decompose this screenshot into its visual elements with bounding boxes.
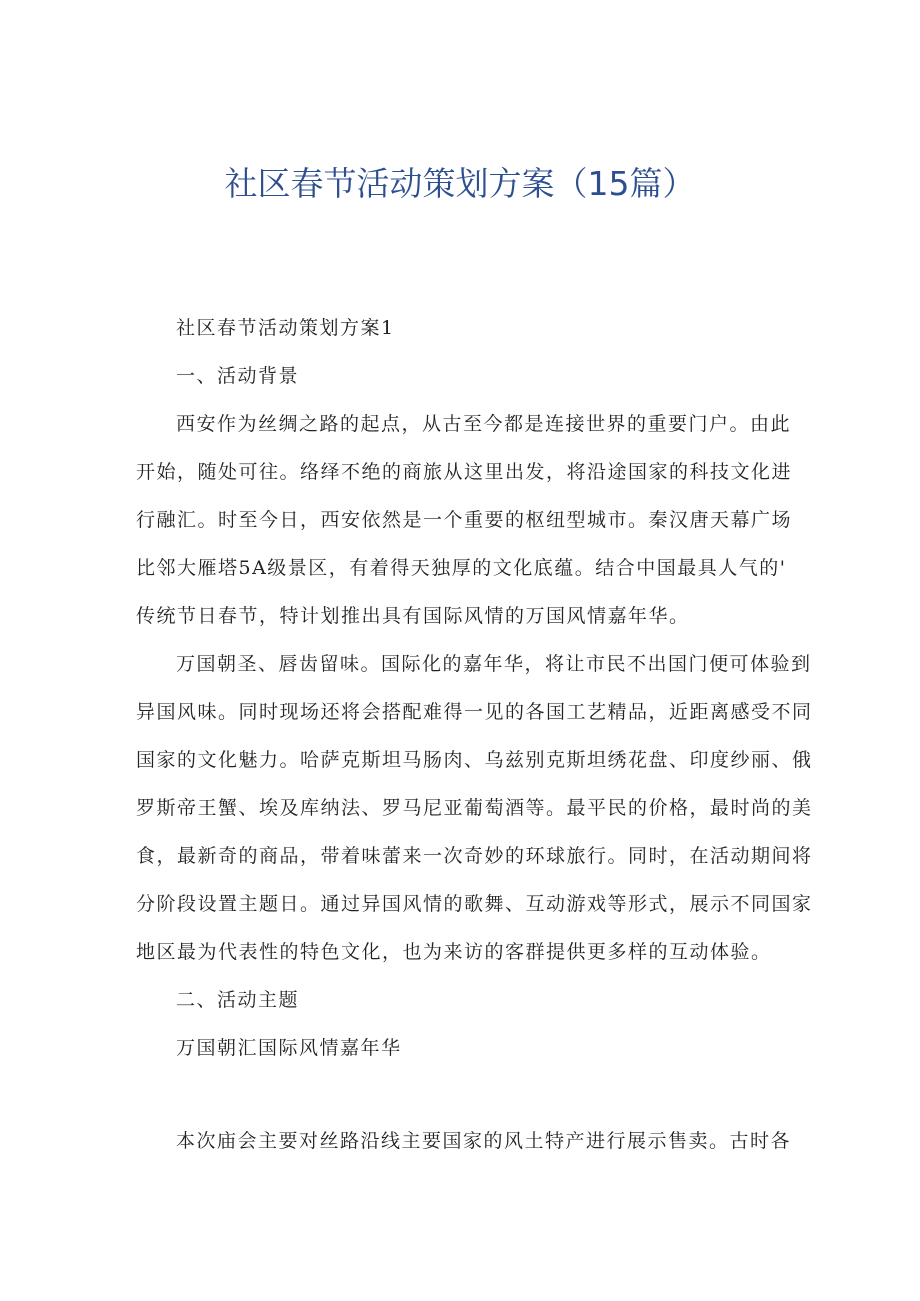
- paragraph-line: 国家的文化魅力。哈萨克斯坦马肠肉、乌兹别克斯坦绣花盘、印度纱丽、俄: [136, 749, 813, 771]
- heading-theme: 二、活动主题: [176, 989, 300, 1011]
- paragraph-line: 行融汇。时至今日，西安依然是一个重要的枢纽型城市。秦汉唐天幕广场: [136, 509, 793, 531]
- paragraph-line: 食，最新奇的商品，带着味蕾来一次奇妙的环球旅行。同时，在活动期间将: [136, 845, 813, 867]
- paragraph-line: 开始，随处可往。络绎不绝的商旅从这里出发，将沿途国家的科技文化进: [136, 461, 793, 483]
- paragraph-line: 传统节日春节，特计划推出具有国际风情的万国风情嘉年华。: [136, 605, 690, 627]
- paragraph-line: 罗斯帝王蟹、埃及库纳法、罗马尼亚葡萄酒等。最平民的价格，最时尚的美: [136, 797, 813, 819]
- paragraph-line: 西安作为丝绸之路的起点，从古至今都是连接世界的重要门户。由此: [176, 413, 792, 435]
- paragraph-line: 分阶段设置主题日。通过异国风情的歌舞、互动游戏等形式，展示不同国家: [136, 893, 813, 915]
- paragraph-line: 比邻大雁塔5A级景区，有着得天独厚的文化底蕴。结合中国最具人气的': [136, 557, 787, 579]
- section-title-plan-1: 社区春节活动策划方案1: [176, 317, 395, 339]
- heading-background: 一、活动背景: [176, 365, 300, 387]
- paragraph-line: 万国朝圣、唇齿留味。国际化的嘉年华，将让市民不出国门便可体验到: [176, 653, 812, 675]
- paragraph-line: 异国风味。同时现场还将会搭配难得一见的各国工艺精品，近距离感受不同: [136, 701, 813, 723]
- theme-name: 万国朝汇国际风情嘉年华: [176, 1037, 402, 1059]
- paragraph-line: 本次庙会主要对丝路沿线主要国家的风土特产进行展示售卖。古时各: [176, 1130, 792, 1152]
- paragraph-line: 地区最为代表性的特色文化，也为来访的客群提供更多样的互动体验。: [136, 941, 772, 963]
- document-title: 社区春节活动策划方案（15篇）: [224, 164, 696, 203]
